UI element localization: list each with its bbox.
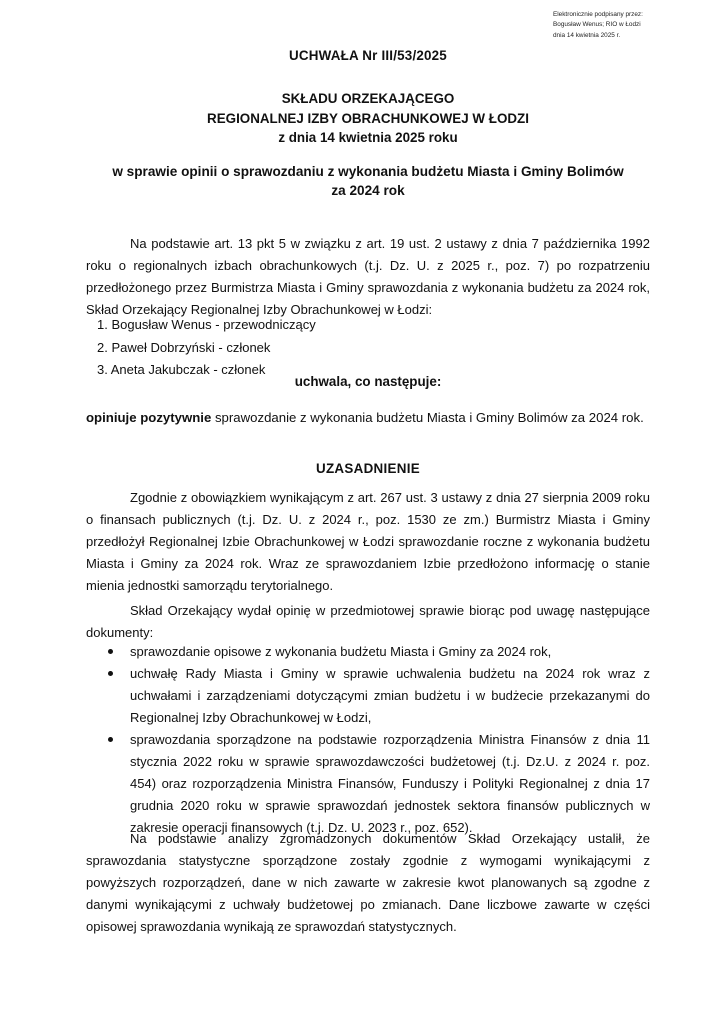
panel-member: 3. Aneta Jakubczak - członek xyxy=(97,362,266,377)
signature-line-2: Bogusław Wenus; RIO w Łodzi xyxy=(553,21,641,29)
issuing-body-line-2: REGIONALNEJ IZBY OBRACHUNKOWEJ W ŁODZI xyxy=(207,110,529,126)
document-item-text: sprawozdanie opisowe z wykonania budżetu Miasta i Gminy za 2024 rok, xyxy=(130,644,552,659)
subject-line-2: za 2024 rok xyxy=(331,183,405,198)
resolution-subject xyxy=(86,162,650,200)
justification-paragraph-3: Na podstawie analizy zgromadzonych dokumentów Skład Orzekający ustalił, że sprawozdania statystyczne sporządzone zostały zgodnie z wymogami wynikającymi z powyższych rozporządzeń, dane w nich zawarte w zakresie kwot planowanych są zgodne z danymi wynikającymi z uchwały budżetowej po zmianach. Dane liczbowe zawarte w części opisowej sprawozdania wynikają ze sprawozdań statystycznych. xyxy=(86,831,650,934)
list-item xyxy=(86,663,650,729)
justification-paragraph-2: Skład Orzekający wydał opinię w przedmiotowej sprawie biorąc pod uwagę następujące dokumenty: xyxy=(86,603,650,640)
signature-line-3: dnia 14 kwietnia 2025 r. xyxy=(553,31,621,39)
legal-basis-paragraph: Na podstawie art. 13 pkt 5 w związku z art. 19 ust. 2 ustawy z dnia 7 października 1992 roku o regionalnych izbach obrachunkowych (t.j. Dz. U. z 2025 r., poz. 7) po rozpatrzeniu przedłożonego przez Burmistrza Miasta i Gminy sprawozdania z wykonania budżetu za 2024 rok, Skład Orzekający Regionalnej Izby Obrachunkowej w Łodzi: xyxy=(86,236,650,317)
bullet-icon xyxy=(108,649,113,654)
bullet-icon xyxy=(108,737,113,742)
electronic-signature-note xyxy=(553,10,718,41)
signature-line-1: Elektronicznie podpisany przez: xyxy=(553,11,643,18)
resolution-date: z dnia 14 kwietnia 2025 roku xyxy=(278,130,458,145)
document-item-text: uchwałę Rady Miasta i Gminy w sprawie uchwalenia budżetu na 2024 rok wraz z uchwałami i zarządzeniami dotyczącymi zmian budżetu i w budżecie przekazanymi do Regionalnej Izby Obrachunkowej w Łodzi, xyxy=(130,666,650,725)
panel-member: 1. Bogusław Wenus - przewodniczący xyxy=(97,317,316,332)
opinion-verdict: opiniuje pozytywnie xyxy=(86,410,212,425)
list-item xyxy=(86,641,650,663)
panel-member: 2. Paweł Dobrzyński - członek xyxy=(97,339,271,355)
resolution-number: UCHWAŁA Nr III/53/2025 xyxy=(289,48,447,63)
opinion-text: sprawozdanie z wykonania budżetu Miasta i Gminy Bolimów za 2024 rok. xyxy=(211,410,644,425)
subject-line-1: w sprawie opinii o sprawozdaniu z wykonania budżetu Miasta i Gminy Bolimów xyxy=(112,164,624,179)
opinion-statement xyxy=(86,408,666,428)
justification-paragraph-1: Zgodnie z obowiązkiem wynikającym z art. 267 ust. 3 ustawy z dnia 27 sierpnia 2009 roku o finansach publicznych (t.j. Dz. U. z 2024 r., poz. 1530 ze zm.) Burmistrz Miasta i Gminy przedłożył Regionalnej Izbie Obrachunkowej w Łodzi sprawozdanie roczne z wykonania budżetu Miasta i Gminy za 2024 rok. Wraz ze sprawozdaniem Izbie przedłożono informację o stanie mienia jednostki samorządu terytorialnego. xyxy=(86,490,650,593)
list-item xyxy=(86,729,650,839)
panel-members-list xyxy=(97,314,316,382)
issuing-body-line-1: SKŁADU ORZEKAJĄCEGO xyxy=(281,91,455,106)
document-item-text: sprawozdania sporządzone na podstawie rozporządzenia Ministra Finansów z dnia 11 stycznia 2022 roku w sprawie sprawozdawczości budżetowej (t.j. Dz.U. z 2024 r. poz. 454) oraz rozporządzenia Ministra Finansów, Funduszy i Polityki Regionalnej z dnia 17 grudnia 2020 roku w sprawie sprawozdań jednostek sektora finansów publicznych w zakresie operacji finansowych (t.j. Dz. U. 2023 r., poz. 652). xyxy=(130,732,650,835)
documents-list xyxy=(86,641,650,839)
resolution-heading: uchwala, co następuje: xyxy=(294,374,442,389)
justification-heading: UZASADNIENIE xyxy=(315,461,421,476)
issuing-body xyxy=(86,89,650,148)
bullet-icon xyxy=(108,671,113,676)
